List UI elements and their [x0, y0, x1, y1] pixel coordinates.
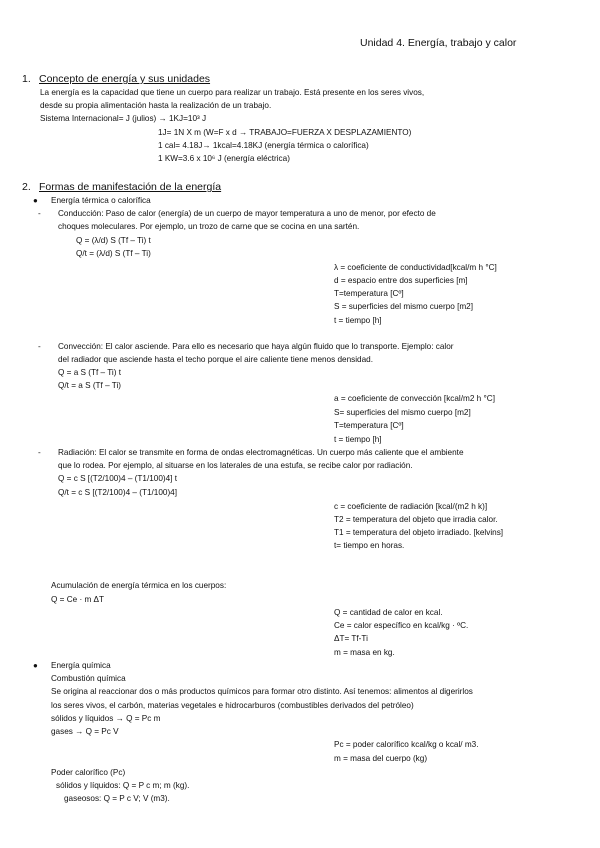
conduction-def-d: d = espacio entre dos superficies [m]	[334, 276, 468, 285]
chemical-formula-gases: gases → Q = Pc V	[51, 727, 119, 736]
s1-unit-joule: 1J= 1N X m (W=F x d → TRABAJO=FUERZA X DESPLAZAMIENTO)	[158, 128, 412, 137]
radiation-def-t2: T2 = temperatura del objeto que irradia calor.	[334, 515, 498, 524]
section-1-number: 1.	[22, 73, 31, 85]
chemical-line-1: Se origina al reaccionar dos o más productos químicos para formar otro distinto. Así tenemos: alimentos al digerirlos	[51, 687, 473, 696]
radiation-formula-1: Q = c S [(T2/100)4 – (T1/100)4] t	[58, 474, 177, 483]
conduction-line-1: Conducción: Paso de calor (energía) de un cuerpo de mayor temperatura a uno de menor, por efecto de	[58, 209, 436, 218]
convection-def-s: S= superficies del mismo cuerpo [m2]	[334, 408, 471, 417]
conduction-line-2: choques moleculares. Por ejemplo, un trozo de carne que se cocina en una sartén.	[58, 222, 360, 231]
bullet-chemical-energy: Energía química	[51, 661, 111, 670]
conduction-def-s: S = superficies del mismo cuerpo [m2]	[334, 302, 474, 311]
dash-marker: -	[38, 342, 41, 351]
s1-unit-calorie: 1 cal= 4.18J→ 1kcal=4.18KJ (energía térmica o calorífica)	[158, 141, 369, 150]
accumulation-def-ce: Ce = calor específico en kcal/kg · ºC.	[334, 621, 469, 630]
accumulation-def-dt: ΔT= Tf-Ti	[334, 634, 368, 643]
section-2-title	[39, 182, 221, 193]
s1-para-line-2: desde su propia alimentación hasta la realización de un trabajo.	[40, 101, 272, 110]
dash-marker: -	[38, 209, 41, 218]
radiation-line-2: que lo rodea. Por ejemplo, al situarse en los laterales de una estufa, se recibe calor por radiación.	[58, 461, 413, 470]
radiation-def-c: c = coeficiente de radiación [kcal/(m2 h k)]	[334, 502, 488, 511]
conduction-def-t: T=temperatura [Cº]	[334, 289, 404, 298]
radiation-formula-2: Q/t = c S [(T2/100)4 – (T1/100)4]	[58, 488, 177, 497]
section-1-title	[39, 74, 210, 85]
chemical-subtitle: Combustión química	[51, 674, 126, 683]
accumulation-formula: Q = Ce · m ΔT	[51, 595, 105, 604]
bullet-icon: ●	[33, 661, 38, 670]
convection-def-a: a = coeficiente de convección [kcal/m2 h °C]	[334, 394, 495, 403]
radiation-def-t1: T1 = temperatura del objeto irradiado. [kelvins]	[334, 528, 504, 537]
s1-unit-kw: 1 KW=3.6 x 10⁶ J (energía eléctrica)	[158, 154, 290, 163]
section-1-title-text: Concepto de energía y sus unidades	[39, 73, 211, 85]
radiation-line-1: Radiación: El calor se transmite en forma de ondas electromagnéticas. Un cuerpo más caliente que el ambiente	[58, 448, 464, 457]
accumulation-title: Acumulación de energía térmica en los cuerpos:	[51, 581, 227, 590]
section-2-number: 2.	[22, 181, 31, 193]
accumulation-def-q: Q = cantidad de calor en kcal.	[334, 608, 443, 617]
bullet-icon: ●	[33, 196, 38, 205]
convection-formula-1: Q = a S (Tf – Ti) t	[58, 368, 122, 377]
conduction-def-time: t = tiempo [h]	[334, 316, 382, 325]
bullet-thermal-energy: Energía térmica o calorífica	[51, 196, 151, 205]
radiation-def-time: t= tiempo en horas.	[334, 541, 405, 550]
conduction-def-lambda: λ = coeficiente de conductividad[kcal/m h °C]	[334, 263, 497, 272]
chemical-def-m: m = masa del cuerpo (kg)	[334, 754, 428, 763]
convection-formula-2: Q/t = a S (Tf – Ti)	[58, 381, 122, 390]
calorific-power-solids: sólidos y líquidos: Q = P c m; m (kg).	[56, 781, 190, 790]
s1-para-line-1: La energía es la capacidad que tiene un cuerpo para realizar un trabajo. Está presente en los seres vivos,	[40, 88, 425, 97]
convection-line-2: del radiador que asciende hasta el techo porque el aire caliente tiene menos densidad.	[58, 355, 373, 364]
dash-marker: -	[38, 448, 41, 457]
chemical-def-pc: Pc = poder calorífico kcal/kg o kcal/ m3.	[334, 740, 479, 749]
calorific-power-title: Poder calorífico (Pc)	[51, 768, 126, 777]
convection-def-t: T=temperatura [Cº]	[334, 421, 404, 430]
page-header: Unidad 4. Energía, trabajo y calor	[360, 37, 517, 49]
convection-line-1: Convección: El calor asciende. Para ello es necesario que haya algún fluido que lo transporte. Ejemplo: calor	[58, 342, 454, 351]
s1-si-unit: Sistema Internacional= J (julios) → 1KJ=10³ J	[40, 114, 207, 123]
convection-def-time: t = tiempo [h]	[334, 435, 382, 444]
chemical-formula-solids: sólidos y líquidos → Q = Pc m	[51, 714, 161, 723]
conduction-formula-2: Q/t = (λ/d) S (Tf – Ti)	[76, 249, 151, 258]
accumulation-def-m: m = masa en kg.	[334, 648, 395, 657]
conduction-formula-1: Q = (λ/d) S (Tf – Ti) t	[76, 236, 151, 245]
calorific-power-gases: gaseosos: Q = P c V; V (m3).	[64, 794, 170, 803]
section-2-title-text: Formas de manifestación de la energía	[39, 181, 222, 193]
chemical-line-2: los seres vivos, el carbón, materias vegetales e hidrocarburos (combustibles derivados del petróleo)	[51, 701, 414, 710]
